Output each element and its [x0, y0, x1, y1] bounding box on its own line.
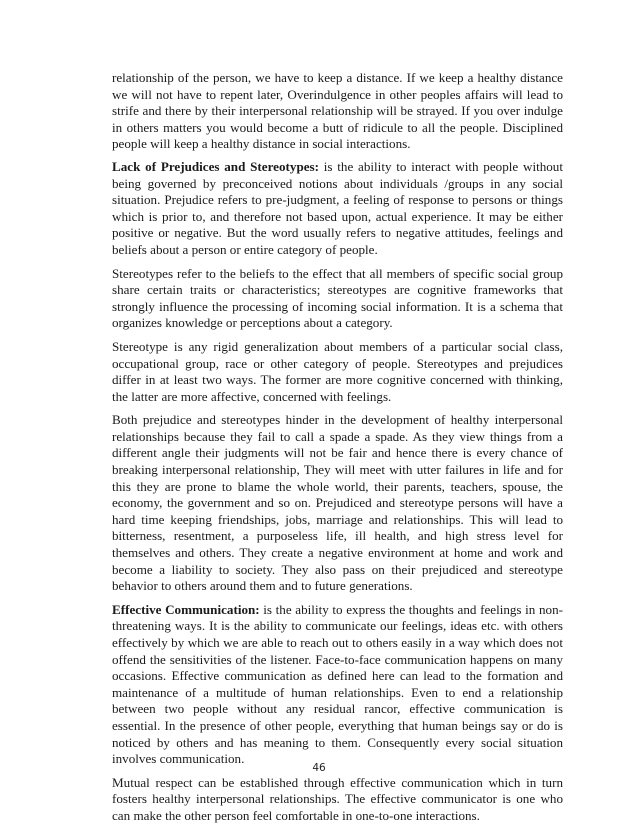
paragraph-text: Both prejudice and stereotypes hinder in the development of healthy interpersonal relationships because they fail to call a spade a spade. As they view things from a different angle their judgments will not be fair and hence there is every chance of breaking interpersonal relationship, They will meet with utter failures in life and for this they are prone to blame the whole world, their parents, teachers, spouse, the economy, the government and so on. Prejudiced and stereotype persons will have a hard time keeping friendships, jobs, marriage and relationships. This will lead to bitterness, resentment, a purposeless life, ill health, and high stress level for themselves and others. They create a negative environment at home and work and become a liability to society. They also pass on their prejudiced and stereotype behavior to others around them and to future generations.	[112, 412, 563, 594]
body-text	[112, 70, 563, 832]
paragraph-stereotypes-generalization	[112, 339, 563, 405]
paragraph-text: is the ability to express the thoughts and feelings in non-threatening ways. It is the ability to communicate our feelings, ideas etc. with others effectively by which we are able to reach out to others easily in a way which does not offend the sensitivities of the listener. Face-to-face communication happens on many occasions. Effective communication as defined here can lead to the formation and maintenance of a multitude of human relationships. Even to end a relationship between two people without any residual rancor, effective communication is essential. In the presence of other people, everything that human beings say or do is noticed by others and has meaning to them. Consequently every social situation involves communication.	[112, 601, 563, 767]
paragraph-mutual-respect	[112, 775, 563, 825]
section-heading-communication: Effective Communication:	[112, 601, 260, 617]
paragraph-effective-communication	[112, 602, 563, 768]
paragraph-text: is the ability to interact with people without being governed by preconceived notions about individuals /groups in any social situation. Prejudice refers to pre-judgment, a feeling of response to persons or things which is prior to, and therefore not based upon, actual experience. It may be either positive or negative. But the word usually refers to negative attitudes, feelings and beliefs about a person or entire category of people.	[112, 158, 563, 257]
section-heading-prejudices: Lack of Prejudices and Stereotypes:	[112, 158, 319, 174]
paragraph-text: Stereotypes refer to the beliefs to the effect that all members of specific social group share certain traits or characteristics; stereotypes are cognitive frameworks that strongly influence the processing of incoming social information. It is a schema that organizes knowledge or perceptions about a category.	[112, 265, 563, 331]
paragraph-text: relationship of the person, we have to keep a distance. If we keep a healthy distance we will not have to repent later, Overindulgence in other peoples affairs will lead to strife and there by their interpersonal relationship will be strayed. If you over indulge in others matters you would become a butt of ridicule to all the people. Disciplined people will keep a healthy distance in social interactions.	[112, 70, 563, 152]
paragraph-hinder-relationships	[112, 412, 563, 595]
paragraph-prejudices	[112, 159, 563, 259]
paragraph-distance	[112, 70, 563, 153]
paragraph-text: Mutual respect can be established through effective communication which in turn fosters healthy interpersonal relationships. The effective communicator is one who can make the other person feel comfortable in one-to-one interactions.	[112, 774, 563, 823]
page-number: 46	[312, 762, 326, 774]
paragraph-stereotypes-definition	[112, 266, 563, 332]
paragraph-text: Stereotype is any rigid generalization about members of a particular social class, occupational group, race or other category of people. Stereotypes and prejudices differ in at least two ways. The former are more cognitive concerned with thinking, the latter are more affective, concerned with feelings.	[112, 338, 563, 404]
